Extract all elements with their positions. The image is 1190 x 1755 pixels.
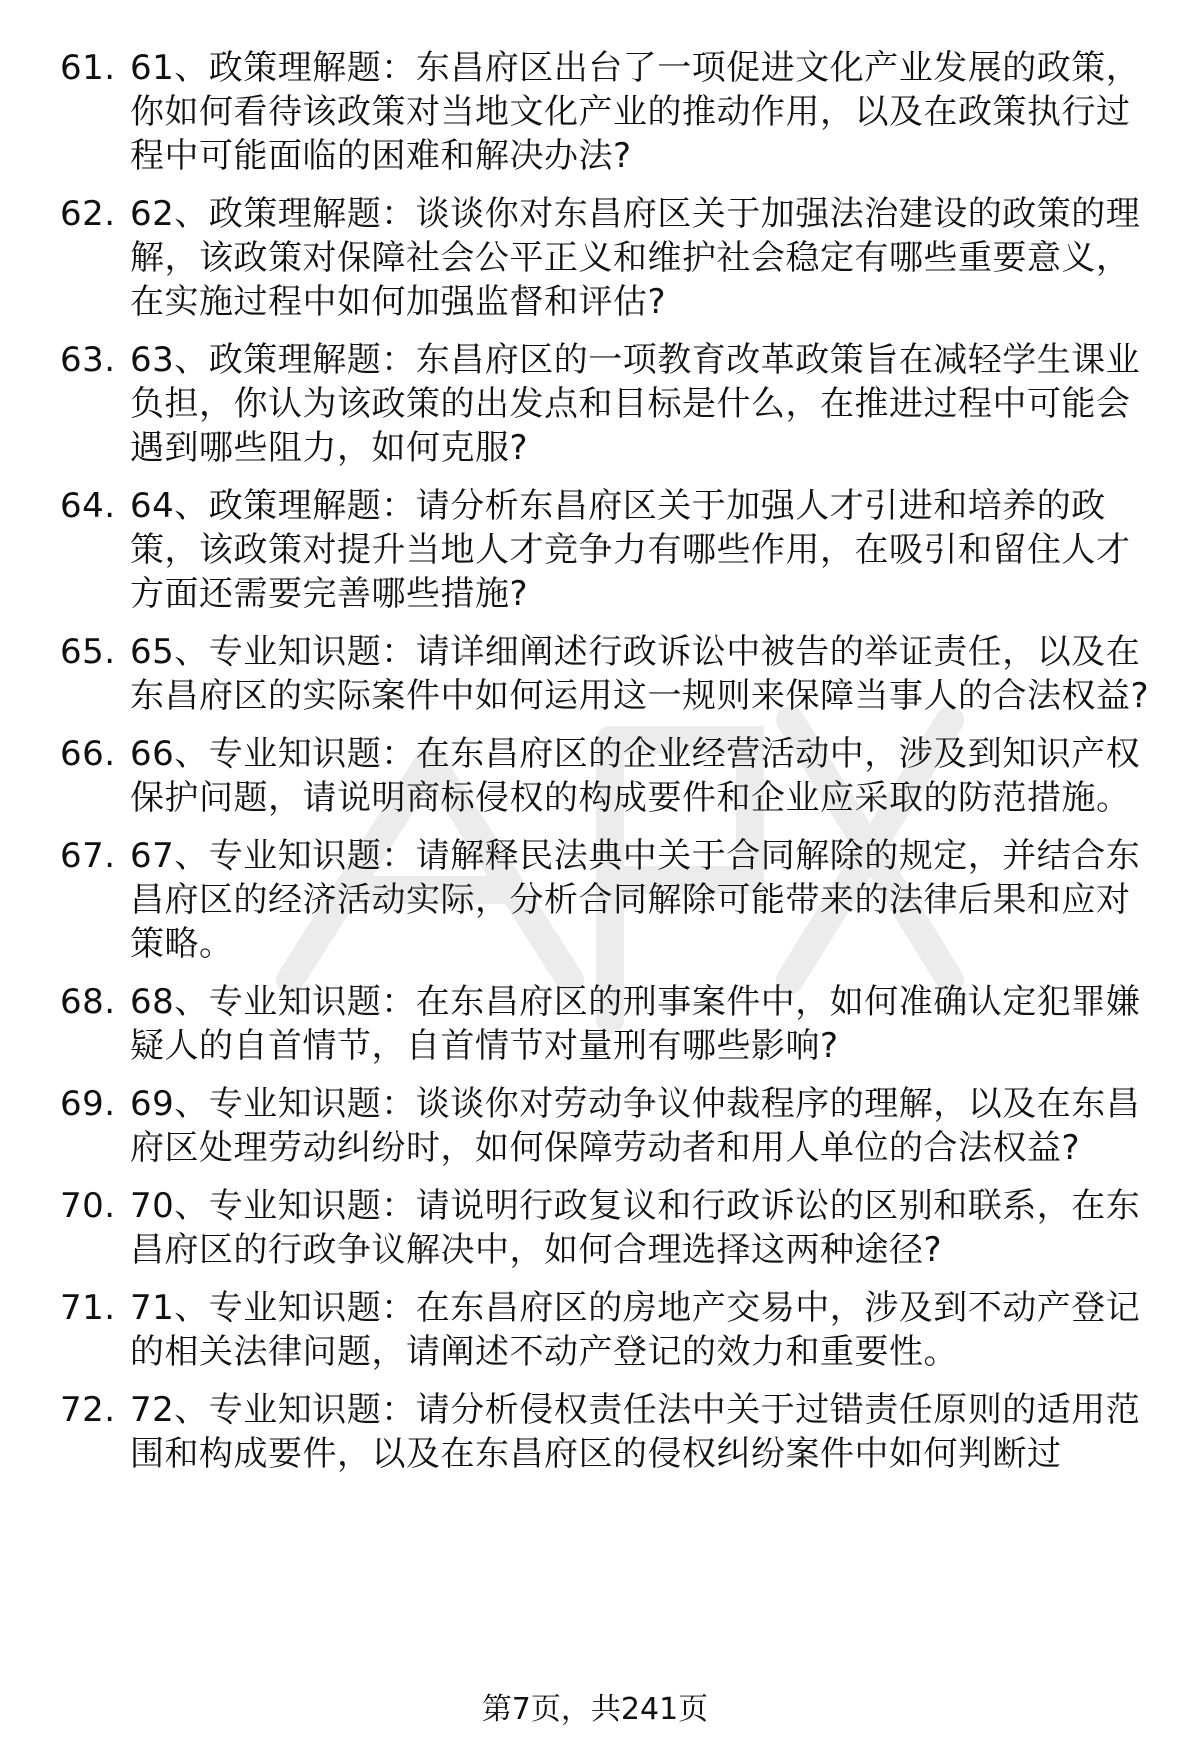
question-text: 71、专业知识题：在东昌府区的房地产交易中，涉及到不动产登记的相关法律问题，请阐述不动产登记的效力和重要性。 xyxy=(130,1288,1141,1372)
question-item xyxy=(0,1286,1190,1374)
question-text: 65、专业知识题：请详细阐述行政诉讼中被告的举证责任，以及在东昌府区的实际案件中如何运用这一规则来保障当事人的合法权益? xyxy=(130,632,1150,716)
question-text: 62、政策理解题：谈谈你对东昌府区关于加强法治建设的政策的理解，该政策对保障社会公平正义和维护社会稳定有哪些重要意义，在实施过程中如何加强监督和评估? xyxy=(130,194,1141,322)
question-item xyxy=(0,338,1190,470)
question-text: 69、专业知识题：谈谈你对劳动争议仲裁程序的理解，以及在东昌府区处理劳动纠纷时，如何保障劳动者和用人单位的合法权益? xyxy=(130,1084,1141,1168)
question-number: 61. xyxy=(60,48,116,88)
page-number-label: 第7页，共241页 xyxy=(481,1692,709,1727)
question-item xyxy=(0,630,1190,718)
question-item xyxy=(0,834,1190,966)
question-item xyxy=(0,484,1190,616)
question-number: 70. xyxy=(60,1186,116,1226)
question-list xyxy=(0,46,1190,1490)
question-text: 67、专业知识题：请解释民法典中关于合同解除的规定，并结合东昌府区的经济活动实际，分析合同解除可能带来的法律后果和应对策略。 xyxy=(130,836,1141,964)
question-number: 67. xyxy=(60,836,116,876)
question-number: 64. xyxy=(60,486,116,526)
question-text: 64、政策理解题：请分析东昌府区关于加强人才引进和培养的政策，该政策对提升当地人才竞争力有哪些作用，在吸引和留住人才方面还需要完善哪些措施? xyxy=(130,486,1131,614)
question-text: 70、专业知识题：请说明行政复议和行政诉讼的区别和联系，在东昌府区的行政争议解决中，如何合理选择这两种途径? xyxy=(130,1186,1141,1270)
question-number: 66. xyxy=(60,734,116,774)
question-number: 62. xyxy=(60,194,116,234)
question-item xyxy=(0,980,1190,1068)
question-text: 61、政策理解题：东昌府区出台了一项促进文化产业发展的政策，你如何看待该政策对当地文化产业的推动作用，以及在政策执行过程中可能面临的困难和解决办法? xyxy=(130,48,1141,176)
question-number: 68. xyxy=(60,982,116,1022)
question-number: 65. xyxy=(60,632,116,672)
question-item xyxy=(0,1082,1190,1170)
question-number: 69. xyxy=(60,1084,116,1124)
question-number: 72. xyxy=(60,1390,116,1430)
question-number: 63. xyxy=(60,340,116,380)
question-number: 71. xyxy=(60,1288,116,1328)
question-text: 68、专业知识题：在东昌府区的刑事案件中，如何准确认定犯罪嫌疑人的自首情节，自首情节对量刑有哪些影响? xyxy=(130,982,1141,1066)
question-item xyxy=(0,1184,1190,1272)
question-item xyxy=(0,192,1190,324)
page-footer xyxy=(0,1690,1190,1730)
question-text: 72、专业知识题：请分析侵权责任法中关于过错责任原则的适用范围和构成要件，以及在东昌府区的侵权纠纷案件中如何判断过 xyxy=(130,1390,1141,1474)
question-item xyxy=(0,1388,1190,1476)
question-item xyxy=(0,46,1190,178)
question-item xyxy=(0,732,1190,820)
question-text: 63、政策理解题：东昌府区的一项教育改革政策旨在减轻学生课业负担，你认为该政策的出发点和目标是什么，在推进过程中可能会遇到哪些阻力，如何克服? xyxy=(130,340,1141,468)
question-text: 66、专业知识题：在东昌府区的企业经营活动中，涉及到知识产权保护问题，请说明商标侵权的构成要件和企业应采取的防范措施。 xyxy=(130,734,1141,818)
